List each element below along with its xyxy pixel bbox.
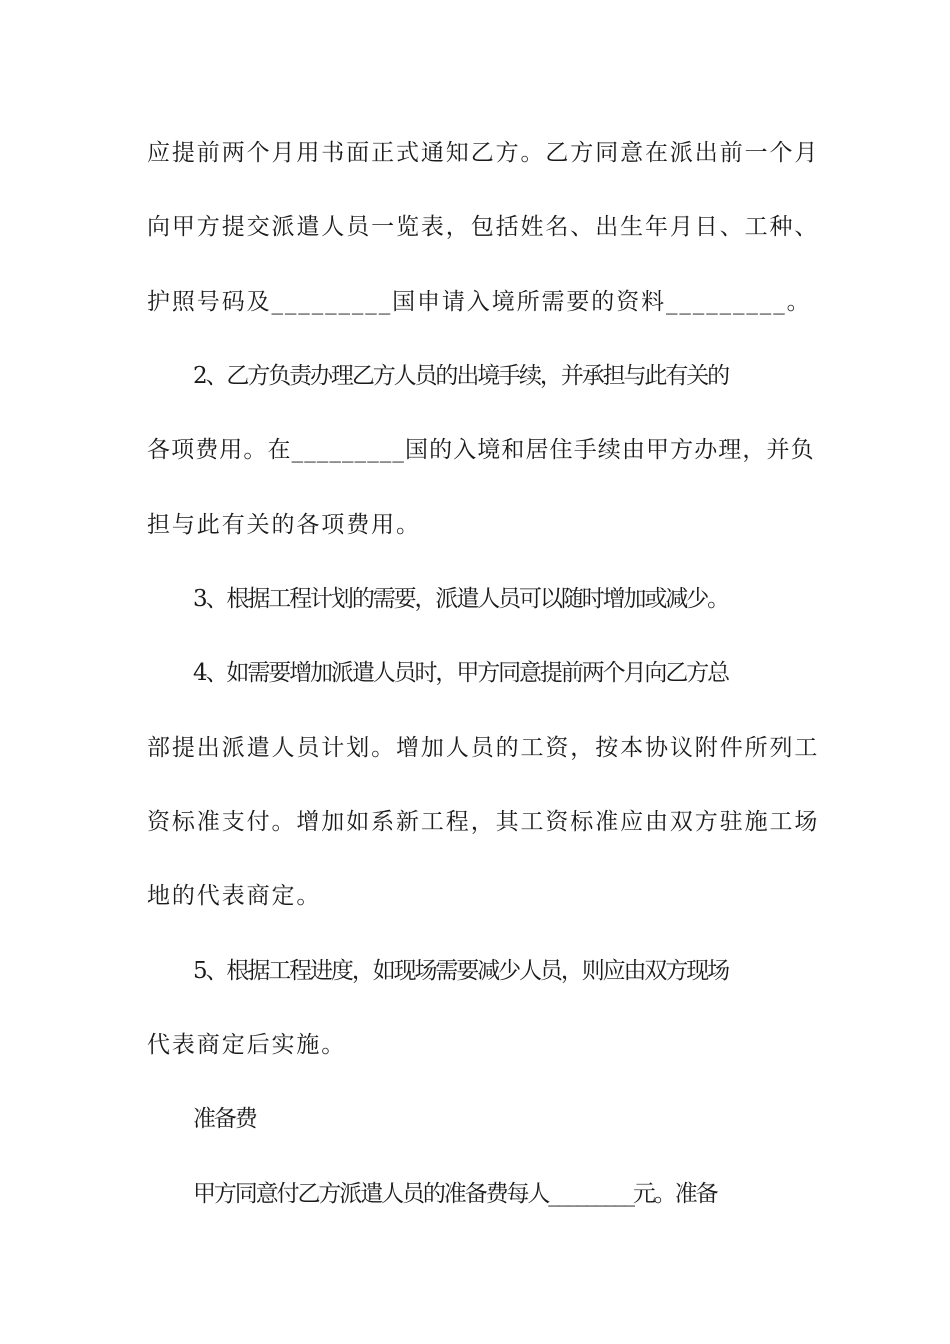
paragraph-line: 部提出派遣人员计划。增加人员的工资，按本协议附件所列工 [147,735,820,761]
paragraph-line: 各项费用。在_________国的入境和居住手续由甲方办理，并负 [147,437,815,463]
section-heading: 准备费 [193,1106,256,1132]
clause-4-line: 4、如需要增加派遣人员时，甲方同意提前两个月向乙方总 [193,660,729,686]
paragraph-line: 向甲方提交派遣人员一览表，包括姓名、出生年月日、工种、 [147,214,820,240]
paragraph-line: 护照号码及_________国申请入境所需要的资料_________。 [147,289,812,315]
clause-5-line: 5、根据工程进度，如现场需要减少人员，则应由双方现场 [193,958,729,984]
paragraph-line: 甲方同意付乙方派遣人员的准备费每人_________元。准备 [193,1181,717,1207]
clause-3-line: 3、根据工程计划的需要，派遣人员可以随时增加或减少。 [193,586,729,612]
paragraph-line: 代表商定后实施。 [147,1032,347,1058]
clause-2-line: 2、乙方负责办理乙方人员的出境手续，并承担与此有关的 [193,363,729,389]
paragraph-line: 担与此有关的各项费用。 [147,512,421,538]
paragraph-line: 资标准支付。增加如系新工程，其工资标准应由双方驻施工场 [147,809,820,835]
paragraph-line: 应提前两个月用书面正式通知乙方。乙方同意在派出前一个月 [147,140,820,166]
paragraph-line: 地的代表商定。 [147,883,322,909]
